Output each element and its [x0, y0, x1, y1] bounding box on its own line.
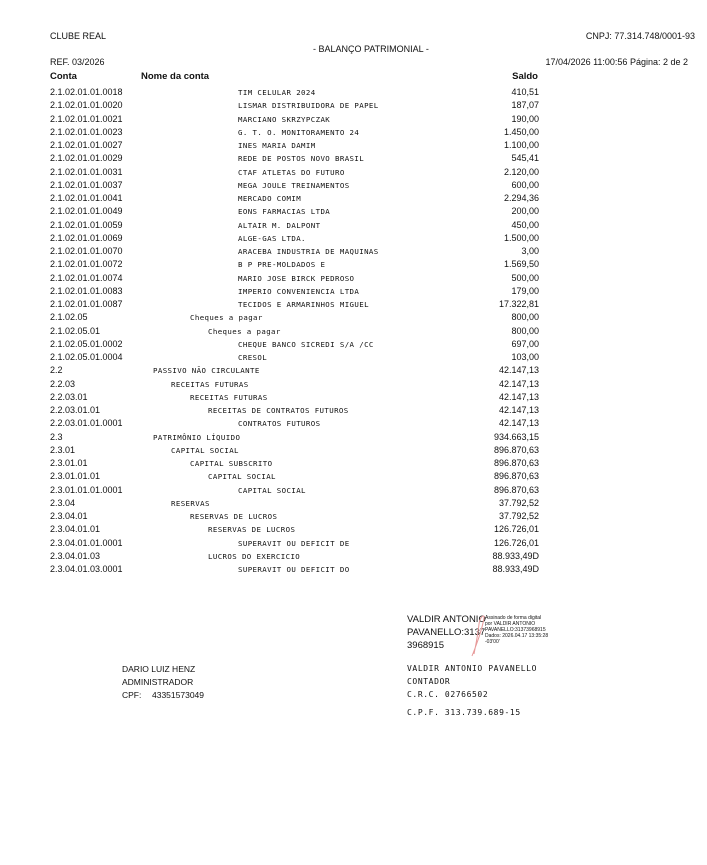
accountant-cpf: C.P.F. 313.739.689-15: [407, 708, 521, 717]
table-row: [0, 391, 707, 404]
account-code: 2.3.04.01.01.0001: [50, 537, 123, 548]
account-balance: 800,00: [511, 325, 539, 336]
account-code: 2.3.01: [50, 444, 76, 455]
account-name: TIM CELULAR 2024: [238, 88, 316, 97]
account-name: CHEQUE BANCO SICREDI S/A /CC: [238, 339, 374, 349]
account-name: RESERVAS DE LUCROS: [190, 512, 278, 521]
account-code: 2.1.02.05.01.0004: [50, 352, 123, 362]
account-balance: 896.870,63: [493, 484, 539, 495]
account-balance: 800,00: [511, 312, 539, 323]
account-name: CAPITAL SOCIAL: [171, 445, 239, 455]
account-name: IMPERIO CONVENIENCIA LTDA: [238, 286, 360, 296]
account-name: PASSIVO NÃO CIRCULANTE: [153, 366, 260, 376]
account-name: SUPERAVIT OU DEFICIT DE: [238, 538, 350, 548]
account-code: 2.2: [50, 365, 63, 376]
account-name: Cheques a pagar: [208, 326, 281, 336]
table-row: [0, 523, 707, 536]
account-balance: 88.933,49D: [492, 564, 539, 574]
account-code: 2.1.02.01.01.0059: [50, 219, 123, 230]
account-balance: 200,00: [511, 206, 539, 217]
accountant-crc: C.R.C. 02766502: [407, 690, 489, 699]
table-row: [0, 470, 707, 483]
print-date-page: 17/04/2026 11:00:56 Página: 2 de 2: [545, 57, 688, 67]
account-code: 2.3.04.01.03: [50, 550, 101, 561]
account-balance: 1.569,50: [503, 259, 539, 270]
account-name: TECIDOS E ARMARINHOS MIGUEL: [238, 300, 369, 309]
account-balance: 500,00: [511, 272, 539, 283]
account-balance: 37.792,52: [498, 511, 539, 521]
table-row: [0, 139, 707, 152]
signature-note-line: PAVANELLO:31373968915: [485, 627, 546, 633]
table-row: [0, 431, 707, 444]
account-name: RESERVAS: [171, 498, 210, 508]
account-balance: 42.147,13: [498, 391, 539, 402]
account-code: 2.1.02.05: [50, 312, 88, 323]
account-code: 2.1.02.01.01.0029: [50, 153, 123, 164]
table-row: [0, 245, 707, 258]
account-balance: 187,07: [511, 100, 539, 111]
account-name: CAPITAL SUBSCRITO: [190, 459, 273, 468]
account-balance: 1.500,00: [503, 232, 539, 243]
account-name: RECEITAS FUTURAS: [190, 392, 268, 402]
account-code: 2.1.02.01.01.0070: [50, 246, 123, 256]
account-name: SUPERAVIT OU DEFICIT DO: [238, 565, 350, 574]
table-row: [0, 99, 707, 112]
account-name: RESERVAS DE LUCROS: [208, 525, 296, 535]
table-row: [0, 298, 707, 311]
account-name: EONS FARMACIAS LTDA: [238, 207, 331, 217]
admin-role: ADMINISTRADOR: [122, 677, 194, 687]
account-code: 2.3.04.01.03.0001: [50, 564, 123, 574]
report-title: - BALANÇO PATRIMONIAL -: [313, 44, 429, 54]
account-code: 2.1.02.01.01.0020: [50, 100, 123, 111]
table-row: [0, 113, 707, 126]
account-code: 2.3.04.01: [50, 511, 88, 521]
account-code: 2.1.02.01.01.0027: [50, 140, 123, 150]
account-name: MERCADO COMIM: [238, 194, 302, 203]
account-name: G. T. O. MONITORAMENTO 24: [238, 127, 360, 137]
account-balance: 410,51: [511, 87, 539, 97]
account-code: 2.2.03.01.01: [50, 405, 101, 415]
table-row: [0, 192, 707, 205]
account-balance: 3,00: [521, 246, 539, 256]
account-balance: 545,41: [511, 153, 539, 164]
table-row: [0, 497, 707, 510]
account-name: CAPITAL SOCIAL: [238, 485, 306, 495]
account-code: 2.1.02.01.01.0041: [50, 193, 123, 203]
table-row: [0, 311, 707, 324]
table-row: [0, 510, 707, 523]
account-balance: 896.870,63: [493, 458, 539, 468]
account-balance: 42.147,13: [498, 418, 539, 429]
account-name: REDE DE POSTOS NOVO BRASIL: [238, 154, 365, 164]
company-cnpj: CNPJ: 77.314.748/0001-93: [585, 31, 695, 41]
column-header-balance: Saldo: [512, 71, 538, 82]
table-row: [0, 272, 707, 285]
account-balance: 42.147,13: [498, 365, 539, 376]
column-header-name: Nome da conta: [141, 71, 210, 82]
account-name: CRESOL: [238, 353, 268, 362]
account-balance: 600,00: [511, 179, 539, 190]
account-code: 2.1.02.01.01.0083: [50, 285, 123, 296]
account-code: 2.2.03.01.01.0001: [50, 418, 123, 429]
account-code: 2.1.02.05.01: [50, 325, 101, 336]
account-name: INES MARIA DAMIM: [238, 141, 316, 150]
account-code: 2.1.02.01.01.0074: [50, 272, 123, 283]
table-row: [0, 126, 707, 139]
admin-name: DARIO LUIZ HENZ: [122, 664, 196, 674]
account-balance: 896.870,63: [493, 444, 539, 455]
account-code: 2.1.02.01.01.0072: [50, 259, 123, 270]
account-balance: 126.726,01: [493, 524, 539, 535]
table-row: [0, 378, 707, 391]
table-row: [0, 404, 707, 417]
account-name: CONTRATOS FUTUROS: [238, 419, 321, 429]
account-name: LUCROS DO EXERCICIO: [208, 551, 301, 561]
table-row: [0, 219, 707, 232]
table-row: [0, 550, 707, 563]
account-code: 2.1.02.01.01.0049: [50, 206, 123, 217]
column-header-code: Conta: [50, 71, 77, 82]
signer-name-line1: VALDIR ANTONIO: [407, 614, 486, 625]
admin-cpf: 43351573049: [152, 690, 205, 700]
table-row: [0, 166, 707, 179]
account-balance: 126.726,01: [493, 537, 539, 548]
table-row: [0, 563, 707, 576]
account-name: CTAF ATLETAS DO FUTURO: [238, 167, 345, 177]
table-row: [0, 232, 707, 245]
account-balance: 190,00: [511, 113, 539, 124]
account-code: 2.3: [50, 431, 63, 442]
signature-note-line: por VALDIR ANTONIO: [485, 621, 536, 627]
account-code: 2.1.02.05.01.0002: [50, 338, 123, 349]
account-name: ARACEBA INDUSTRIA DE MAQUINAS: [238, 247, 379, 256]
account-code: 2.1.02.01.01.0069: [50, 232, 123, 243]
signature-note-line: Assinado de forma digital: [485, 615, 542, 621]
table-row: [0, 484, 707, 497]
table-row: [0, 285, 707, 298]
signature-note-line: -03'00': [485, 639, 500, 645]
signer-name-line3: 3968915: [407, 640, 444, 651]
account-name: LISMAR DISTRIBUIDORA DE PAPEL: [238, 101, 379, 111]
account-code: 2.3.01.01.01.0001: [50, 484, 123, 495]
account-code: 2.3.01.01.01: [50, 471, 101, 482]
account-name: ALTAIR M. DALPONT: [238, 220, 321, 230]
table-row: [0, 444, 707, 457]
account-name: RECEITAS FUTURAS: [171, 379, 249, 389]
account-code: 2.1.02.01.01.0031: [50, 166, 123, 177]
account-balance: 2.294,36: [503, 193, 539, 203]
account-balance: 37.792,52: [498, 497, 539, 508]
account-balance: 17.322,81: [498, 299, 539, 309]
account-balance: 896.870,63: [493, 471, 539, 482]
table-row: [0, 537, 707, 550]
account-balance: 1.450,00: [503, 126, 539, 137]
table-row: [0, 258, 707, 271]
account-balance: 934.663,15: [493, 431, 539, 442]
admin-cpf-label: CPF:: [122, 690, 142, 700]
account-code: 2.3.04: [50, 497, 76, 508]
account-name: MARIO JOSE BIRCK PEDROSO: [238, 273, 355, 283]
account-balance: 450,00: [511, 219, 539, 230]
account-code: 2.1.02.01.01.0037: [50, 179, 123, 190]
account-name: RECEITAS DE CONTRATOS FUTUROS: [208, 406, 349, 415]
digital-signature-note: [485, 615, 548, 645]
account-balance: 42.147,13: [498, 378, 539, 389]
account-name: MARCIANO SKRZYPCZAK: [238, 114, 331, 124]
signer-name-line2: PAVANELLO:3137: [407, 627, 486, 638]
company-name: CLUBE REAL: [50, 31, 107, 41]
account-name: PATRIMÔNIO LÍQUIDO: [153, 432, 241, 442]
table-row: [0, 86, 707, 99]
table-row: [0, 152, 707, 165]
account-code: 2.3.01.01: [50, 458, 88, 468]
signature-note-line: Dados: 2026.04.17 13:35:28: [485, 633, 549, 639]
account-code: 2.1.02.01.01.0023: [50, 126, 123, 137]
balance-sheet-table: [0, 86, 707, 576]
table-row: [0, 205, 707, 218]
account-name: CAPITAL SOCIAL: [208, 472, 276, 482]
account-code: 2.1.02.01.01.0018: [50, 87, 123, 97]
accountant-name: VALDIR ANTONIO PAVANELLO: [407, 664, 537, 673]
account-balance: 1.100,00: [503, 140, 539, 150]
account-name: B P PRE-MOLDADOS E: [238, 260, 326, 270]
account-balance: 179,00: [511, 285, 539, 296]
account-code: 2.3.04.01.01: [50, 524, 101, 535]
account-name: MEGA JOULE TREINAMENTOS: [238, 180, 350, 190]
accountant-role: CONTADOR: [407, 677, 451, 686]
account-balance: 88.933,49D: [492, 550, 539, 561]
account-name: ALGE-GAS LTDA.: [238, 233, 306, 243]
account-balance: 103,00: [511, 352, 539, 362]
account-balance: 2.120,00: [503, 166, 539, 177]
reference-period: REF. 03/2026: [50, 57, 105, 67]
table-row: [0, 364, 707, 377]
account-code: 2.1.02.01.01.0087: [50, 299, 123, 309]
account-code: 2.1.02.01.01.0021: [50, 113, 123, 124]
account-code: 2.2.03: [50, 378, 76, 389]
table-row: [0, 457, 707, 470]
account-balance: 42.147,13: [498, 405, 539, 415]
table-row: [0, 325, 707, 338]
table-row: [0, 179, 707, 192]
table-row: [0, 338, 707, 351]
table-row: [0, 417, 707, 430]
account-code: 2.2.03.01: [50, 391, 88, 402]
account-name: Cheques a pagar: [190, 313, 263, 323]
table-row: [0, 351, 707, 364]
account-balance: 697,00: [511, 338, 539, 349]
